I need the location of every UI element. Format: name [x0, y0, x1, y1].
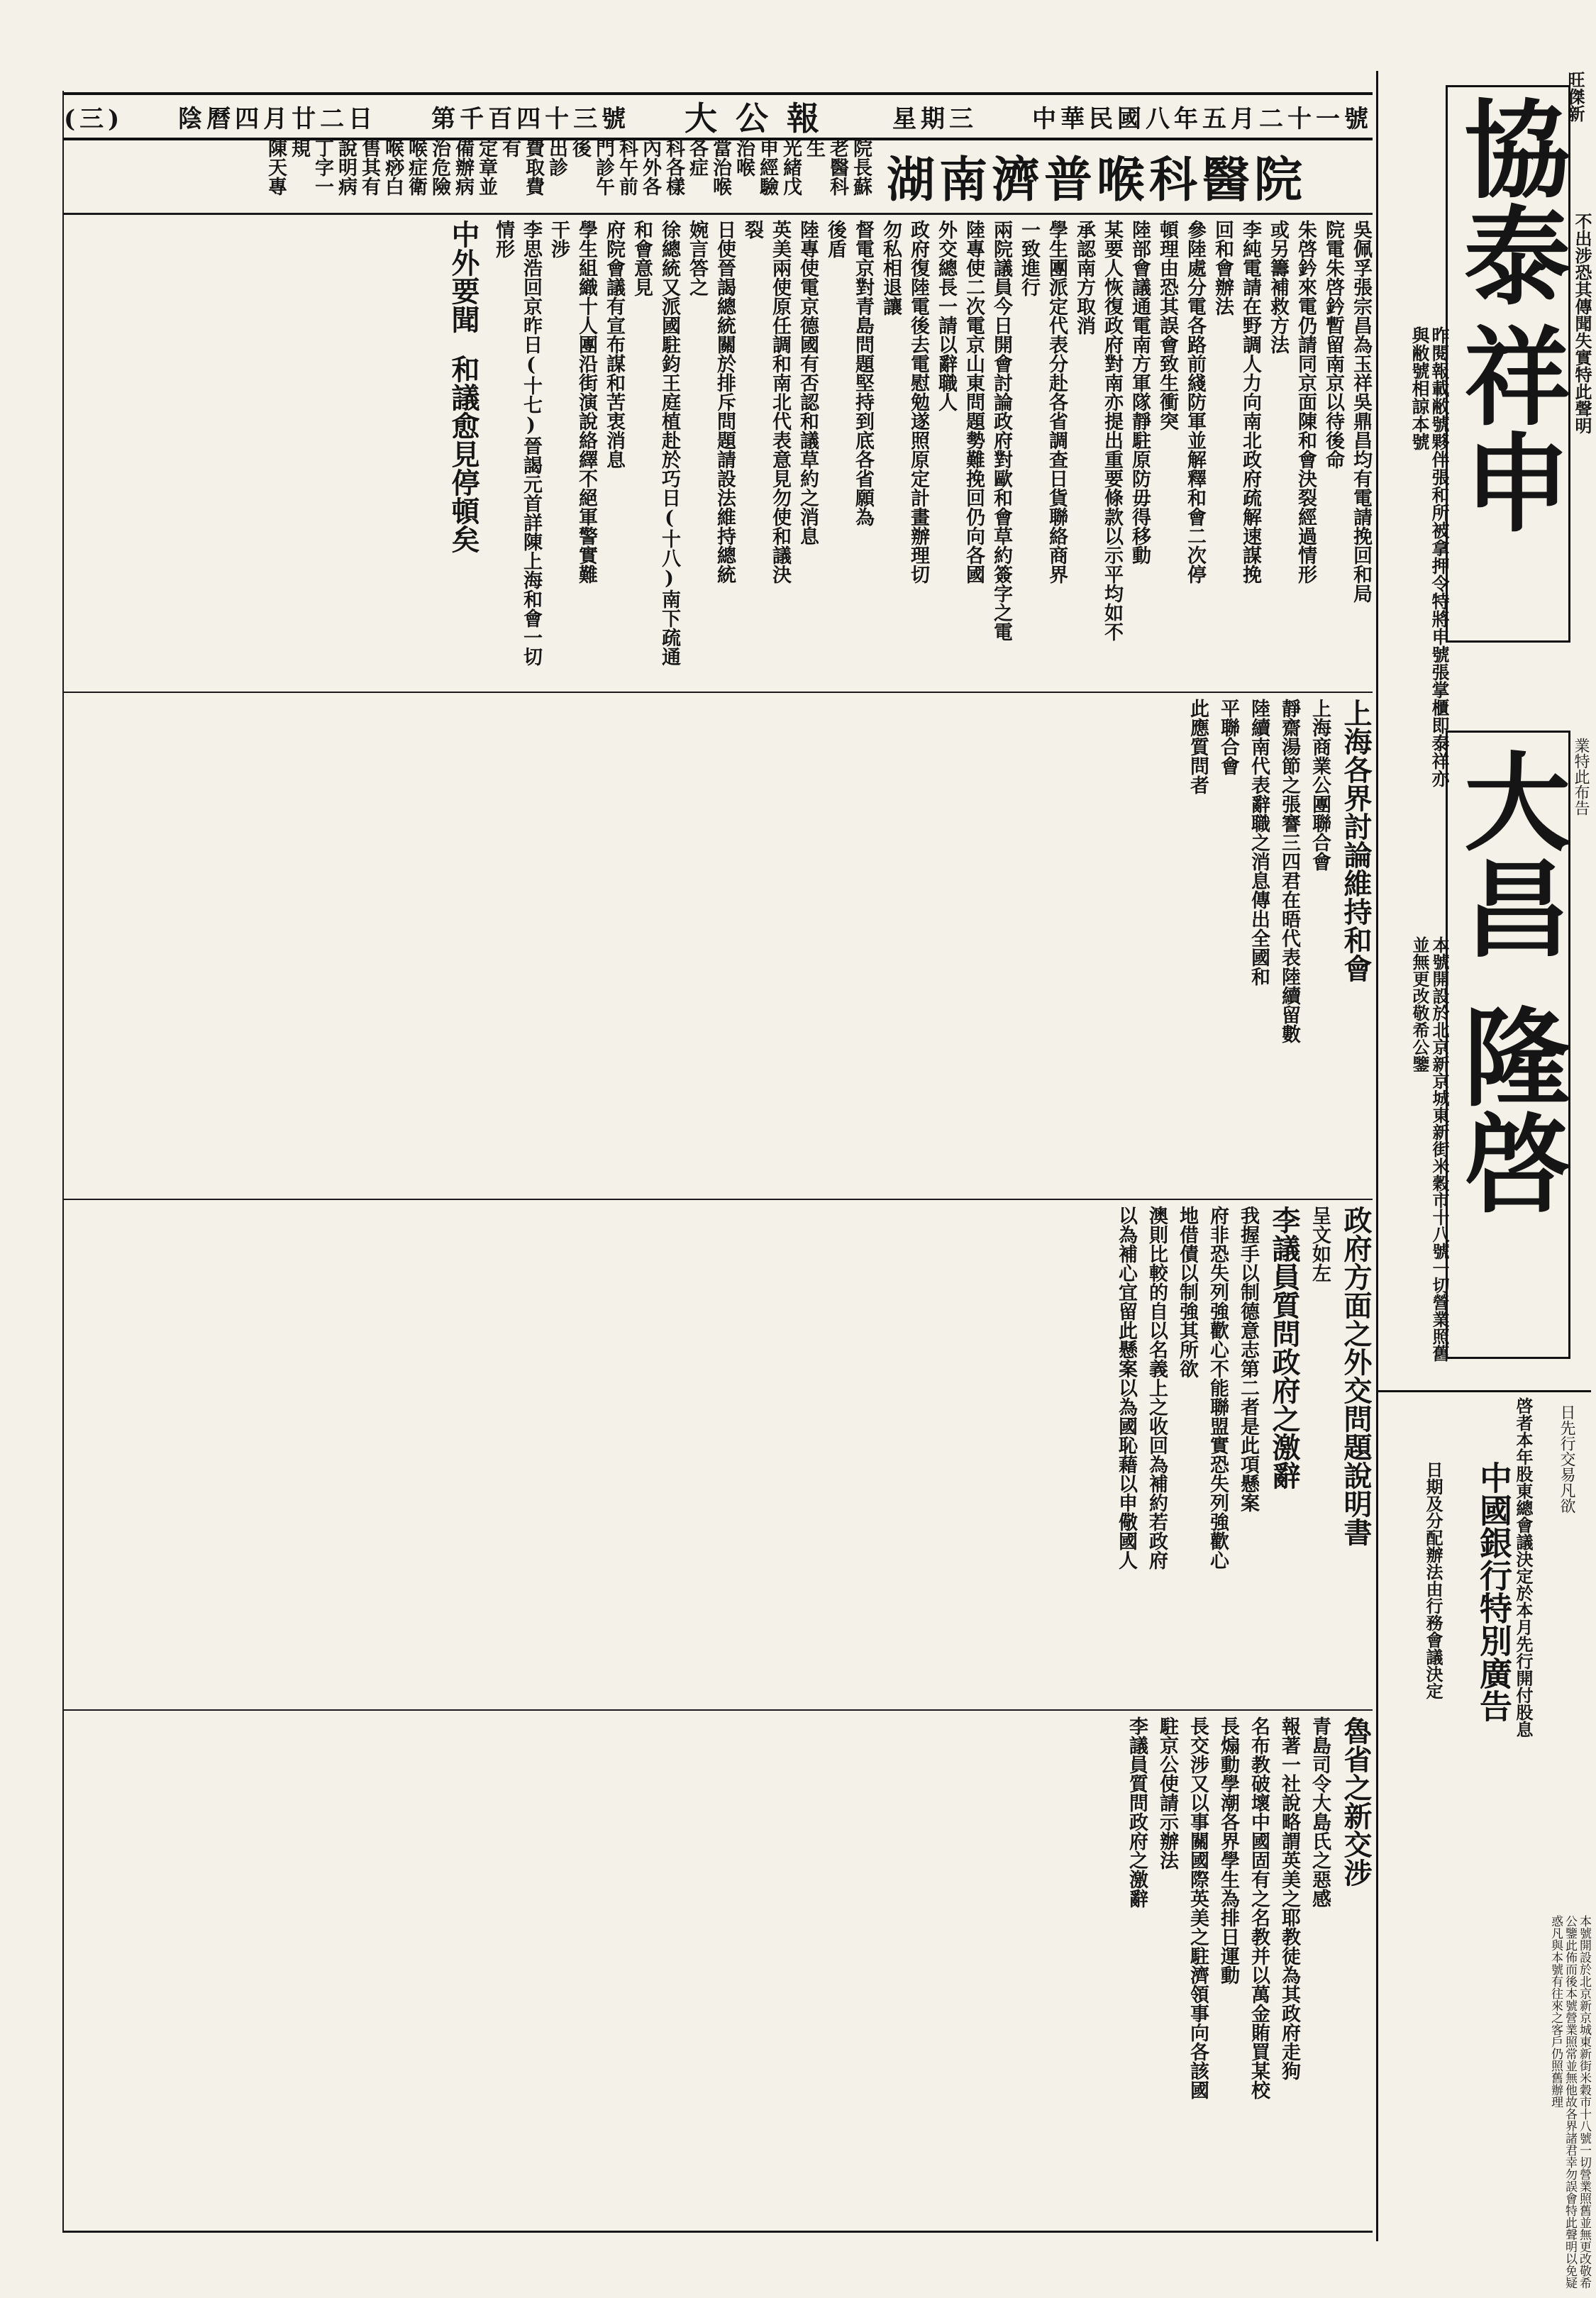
brand2-title-part2: 隆啓	[1446, 1002, 1570, 1215]
ad-top-note: 旺傑新	[1565, 71, 1585, 122]
hospital-col: 科各樣	[663, 138, 685, 196]
hospital-col: 費取費有	[499, 138, 544, 196]
lu-bold-line: 名布教破壞中國固有之名教并以萬金賄買某校	[1248, 1716, 1270, 2099]
hospital-col: 喉痧白	[382, 138, 404, 196]
section-head-shanghai: 上海各界討論維持和會	[1339, 699, 1373, 982]
middle-bold-line: 上海商業公團聯合會	[1309, 699, 1331, 871]
news-headline: 吳佩孚張宗昌為玉祥吳鼎昌均有電請挽回和局	[1350, 220, 1372, 603]
hospital-col: 陳天專	[265, 138, 287, 196]
band-rule	[64, 692, 1373, 693]
lu-bold-line: 長交涉又以事關國際英美之駐濟領事向各該國	[1187, 1716, 1209, 2099]
bank-ad-text: 啓者本年股東總會議決定於本月先行開付股息	[1513, 1397, 1534, 1738]
hospital-col: 售其有	[358, 138, 380, 196]
news-headline: 兩院議員今日開會討論政府對歐和會草約簽字之電	[990, 220, 1012, 641]
news-top-band	[64, 220, 1373, 688]
news-headline: 外交總長一請以辭職人	[935, 220, 957, 411]
gov-bold-line: 呈文如左	[1309, 1206, 1331, 1282]
news-headline: 學生團派定代表分赴各省調查日貨聯絡商界	[1046, 220, 1068, 584]
news-headline: 頓理由恐其誤會致生衝突	[1156, 220, 1178, 431]
section-head-gov-foreign-affairs: 政府方面之外交問題說明書	[1339, 1206, 1373, 1546]
lu-bold-line: 長煽動學潮各界學生為排日運動	[1217, 1716, 1239, 1985]
news-headline: 和會意見	[631, 220, 653, 296]
hospital-col: 出診	[545, 138, 567, 177]
news-headline: 李純電請在野調人力向南北政府疏解速謀挽	[1239, 220, 1261, 584]
news-headline: 院電朱啓鈐暫留南京以待後命	[1322, 220, 1344, 469]
hospital-ad-columns	[64, 138, 872, 209]
bank-ad-title: 中國銀行特別廣告	[1475, 1461, 1513, 1722]
header-weekday: 星期三	[892, 104, 977, 133]
ad-fine-print: 本號開設於北京新京城東新街米穀市十八號一切營業照舊並無更改敬希公鑒此佈而後本號營業照常並無他故各界諸君幸勿誤會特此聲明以免疑惑凡與本號有往來之客戶仍照舊辦理	[1548, 1915, 1591, 2289]
page-left-rule	[62, 91, 64, 2233]
news-headline: 干涉	[548, 220, 570, 258]
brand2-box	[1446, 731, 1570, 1359]
news-headline: 承認南方取消	[1073, 220, 1095, 335]
hospital-col: 科午前	[616, 138, 638, 196]
news-headline: 情形	[492, 220, 514, 258]
news-headline: 勿私相退讓	[880, 220, 902, 316]
hospital-col: 備辦病	[452, 138, 474, 196]
section-head-domestic-foreign: 中外要聞	[447, 220, 480, 333]
news-headline: 朱啓鈐來電仍請同京面陳和會決裂經過情形	[1295, 220, 1317, 584]
band-rule	[64, 1199, 1373, 1200]
middle-bold-line: 平聯合會	[1217, 699, 1239, 775]
news-headline: 徐總統又派國駐鈞王庭植赴於巧日(十八)南下疏通	[658, 220, 680, 666]
news-lower-band	[64, 1206, 1373, 1702]
hospital-col: 喉症衛	[405, 138, 427, 196]
header-paper-name: 大公報	[685, 99, 838, 138]
news-headline: 陸專使電京德國有否認和議草約之消息	[797, 220, 819, 545]
news-headline: 李思浩回京昨日(十七)晉謁元首詳陳上海和會一切	[520, 220, 542, 666]
band-rule	[64, 1709, 1373, 1711]
newspaper-header	[64, 92, 1373, 140]
news-headline: 一致進行	[1018, 220, 1040, 296]
header-lunar-date: 陰曆四月廿二日	[178, 104, 377, 133]
hospital-col: 說明病	[335, 138, 357, 196]
middle-bold-line: 靜齋湯節之張謇三四君在晤代表陸續留數	[1278, 699, 1300, 1043]
bank-ad-date: 日期及分配辦法由行務會議決定	[1423, 1461, 1443, 1699]
news-headline: 學生組織十人團沿街演說絡繹不絕軍警實難	[575, 220, 597, 584]
bank-ad-side-note: 日先行交易凡欲	[1558, 1404, 1575, 1514]
hospital-ad-title: 湖南濟普喉科醫院	[887, 152, 1307, 209]
lu-bold-line: 報著一社說略謂英美之耶教徒為其政府走狗	[1278, 1716, 1300, 2080]
lu-bold-line: 青島司令大島氏之惡感	[1309, 1716, 1331, 1908]
hospital-col: 定章並	[475, 138, 497, 196]
hospital-col: 丁字一規	[288, 138, 333, 196]
news-headline: 婉言答之	[686, 220, 708, 296]
hospital-col: 內外各	[639, 138, 661, 196]
li-bold-line: 地借債以制強其所欲	[1176, 1206, 1198, 1378]
brand1-notice-text: 昨閱報載敝號夥伴張和所被拿押令特將申號張掌櫃即泰祥亦與敝號相諒本號	[1409, 326, 1450, 787]
news-headline: 府院會議有宣布謀和苦衷消息	[603, 220, 625, 469]
news-headline: 日使晉謁總統關於排斥問題請設法維持總統	[714, 220, 736, 584]
middle-bold-line: 此應質問者	[1187, 699, 1209, 794]
li-bold-line: 李議員質問政府之激辭	[1126, 1716, 1148, 1908]
li-bold-line: 我握手以制德意志第二者是此項懸案	[1237, 1206, 1259, 1512]
hospital-col: 門診午後	[569, 138, 614, 196]
header-page-number: (三)	[64, 104, 124, 133]
news-headline: 或另籌補救方法	[1267, 220, 1289, 354]
news-headline: 某要人恢復政府對南亦提出重要條款以示平均如不	[1101, 220, 1123, 641]
news-headline: 英美兩使原任調和南北代表意見勿使和議決	[769, 220, 791, 584]
brand1-box	[1446, 85, 1570, 643]
header-date: 中華民國八年五月二十一號	[1031, 104, 1373, 133]
li-bold-line: 澳則比較的自以名義上之收回為補約若政府	[1146, 1206, 1168, 1570]
hospital-col: 光緒戊申經驗治喉	[733, 138, 802, 196]
advertisement-column	[1376, 71, 1592, 2289]
news-middle-band	[64, 699, 1373, 1195]
news-headline: 政府復陸電後去電慰勉遂照原定計畫辦理切	[907, 220, 929, 584]
news-headline: 參陸處分電各路前綫防軍並解釋和會二次停	[1184, 220, 1206, 584]
brand1-title-part2: 祥申	[1446, 321, 1570, 534]
hospital-col: 治危險	[428, 138, 450, 196]
brand2-notice-text: 本號開設於北京新京城東新街米穀市十八號一切營業照舊並無更改敬希公鑒	[1409, 936, 1450, 1362]
li-bold-line: 府非恐失列強歡心不能聯盟實恐失列強歡心	[1207, 1206, 1229, 1570]
news-headline: 回和會辦法	[1212, 220, 1234, 316]
section-head-li-question: 李議員質問政府之激辭	[1268, 1206, 1301, 1489]
brand1-title-part1: 協泰	[1446, 94, 1570, 307]
hospital-col: 院長蘇老醫科生	[803, 138, 872, 196]
news-headline: 後盾	[824, 220, 846, 258]
news-headline: 督電京對青島問題堅持到底各省願為	[852, 220, 874, 526]
brand2-note: 業特此布告	[1572, 738, 1590, 816]
hospital-col: 當治喉各症	[686, 138, 731, 196]
lu-bold-line: 駐京公使請示辦法	[1156, 1716, 1178, 1870]
brand2-title-part1: 大昌	[1446, 747, 1570, 960]
ad-divider	[1378, 1390, 1591, 1392]
middle-bold-line: 陸續南代表辭職之消息傳出全國和	[1248, 699, 1270, 986]
section-head-peace-talks: 和議愈見停頓矣	[447, 355, 480, 553]
hospital-ad-rule	[64, 213, 1373, 215]
news-headline: 裂	[741, 220, 763, 239]
news-headline: 陸專使二次電京山東問題勢難挽回仍向各國	[963, 220, 985, 584]
section-head-shandong: 魯省之新交涉	[1339, 1716, 1373, 1887]
page-bottom-rule	[64, 2231, 1373, 2233]
news-headline: 陸部會議通電南方軍隊靜駐原防毋得移動	[1129, 220, 1151, 565]
header-issue-number: 第千百四十三號	[431, 104, 631, 133]
brand1-disclaimer: 不出涉恐其傳聞失實特此聲明	[1572, 213, 1592, 434]
li-bold-line: 以為補心宜留此懸案以為國恥藉以申儆國人	[1115, 1206, 1137, 1570]
news-bottom-band	[64, 1716, 1373, 2227]
